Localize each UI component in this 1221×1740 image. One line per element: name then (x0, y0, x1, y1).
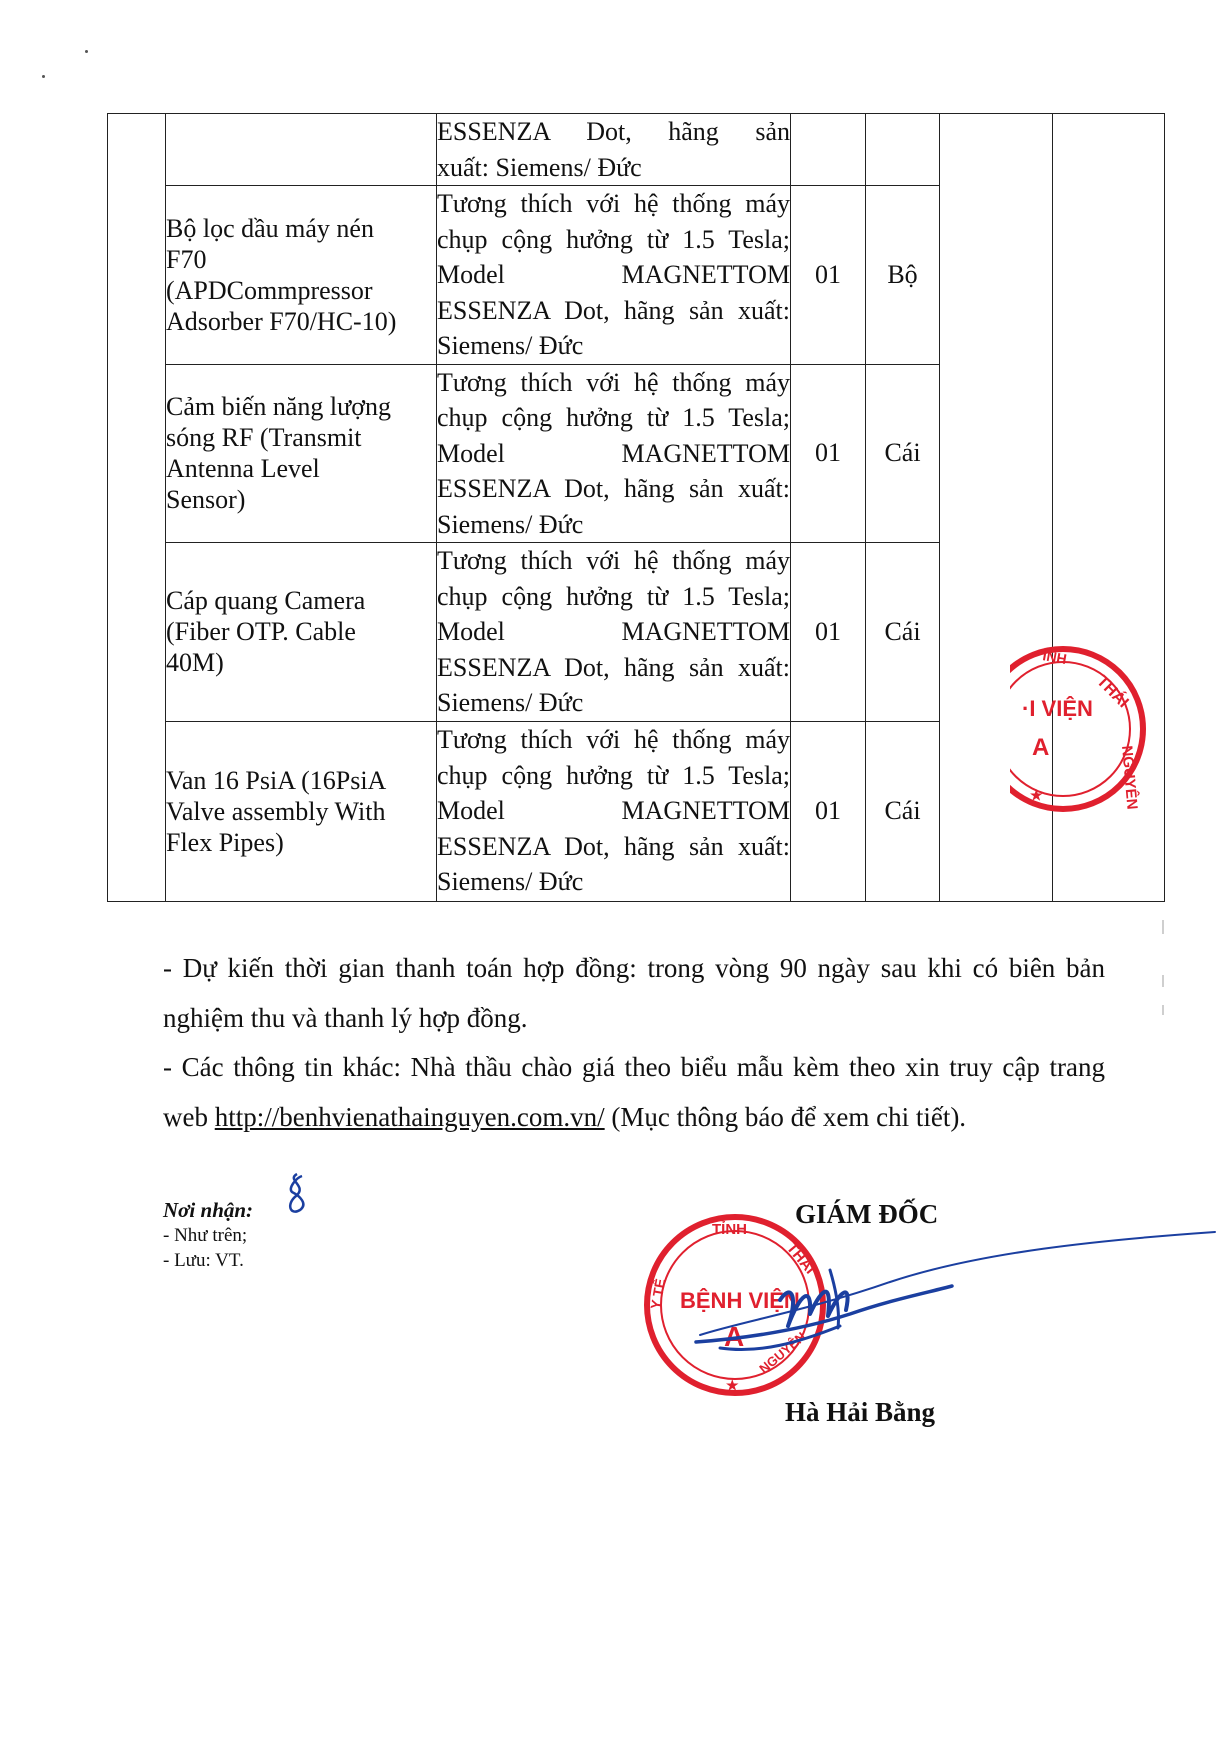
svg-text:·I VIỆN: ·I VIỆN (1022, 696, 1093, 721)
name-line: (APDCommpressor (166, 275, 373, 305)
unit-cell: Bộ (866, 186, 940, 365)
seal-right-text: THÁI (782, 1239, 819, 1278)
unit-cell: Cái (866, 364, 940, 543)
name-line: Van 16 PsiA (16PsiA (166, 765, 387, 795)
desc-line: xuất: Siemens/ Đức (437, 152, 642, 182)
recipients-block (163, 1198, 253, 1273)
qty-cell: 01 (791, 364, 866, 543)
seal-stamp-partial (1010, 630, 1221, 830)
other-info-suffix: (Mục thông báo để xem chi tiết). (604, 1101, 967, 1132)
name-line: Bộ lọc dầu máy nén (166, 213, 374, 243)
svg-text:NGUYÊN: NGUYÊN (1118, 744, 1141, 811)
seal-top-text: TỈNH (712, 1221, 747, 1238)
other-info-text: - Các thông tin khác: Nhà thầu chào giá theo biểu mẫu kèm theo xin truy cập trang web (163, 1052, 1105, 1132)
desc-cell: Tương thích với hệ thống máy chụp cộng hưởng từ 1.5 Tesla; Model MAGNETTOM ESSENZA Dot, hãng sản xuất: Siemens/ Đức (437, 186, 791, 365)
desc-cell: Tương thích với hệ thống máy chụp cộng hưởng từ 1.5 Tesla; Model MAGNETTOM ESSENZA Dot, hãng sản xuất: Siemens/ Đức (437, 364, 791, 543)
name-cell (166, 186, 437, 365)
name-line: Adsorber F70/HC-10) (166, 306, 397, 336)
scan-edge-mark (1162, 975, 1164, 987)
scan-speck (85, 50, 88, 53)
name-line: Sensor) (166, 485, 246, 515)
name-cell (166, 543, 437, 722)
qty-cell: 01 (791, 543, 866, 722)
qty-cell: 01 (791, 721, 866, 901)
seal-center-letter: A (724, 1321, 745, 1352)
desc-cell: Tương thích với hệ thống máy chụp cộng hưởng từ 1.5 Tesla; Model MAGNETTOM ESSENZA Dot, hãng sản xuất: Siemens/ Đức (437, 721, 791, 901)
unit-cell: Cái (866, 721, 940, 901)
table-row (108, 114, 1165, 186)
scan-edge-mark (1162, 1005, 1164, 1015)
signer-name: Hà Hải Bằng (785, 1397, 936, 1427)
qty-cell: 01 (791, 186, 866, 365)
initial-mark-icon (282, 1170, 312, 1220)
equipment-table (107, 113, 1165, 902)
name-line: sóng RF (Transmit (166, 423, 362, 453)
name-line: 40M) (166, 648, 224, 678)
seal-left-text: Y TẾ (647, 1277, 669, 1311)
scan-speck (42, 75, 45, 78)
svg-text:THÁI: THÁI (1093, 672, 1132, 712)
website-link[interactable]: http://benhvienathainguyen.com.vn/ (214, 1101, 605, 1132)
desc-cell: Tương thích với hệ thống máy chụp cộng hưởng từ 1.5 Tesla; Model MAGNETTOM ESSENZA Dot, hãng sản xuất: Siemens/ Đức (437, 543, 791, 722)
unit-cell: Cái (866, 543, 940, 722)
svg-text:A: A (1032, 734, 1050, 761)
scan-edge-mark (1162, 920, 1164, 934)
name-cell (166, 364, 437, 543)
other-info-note (163, 1043, 1105, 1142)
name-line: (Fiber OTP. Cable (166, 617, 356, 647)
stt-cell (108, 114, 166, 902)
recipient-item: - Lưu: VT. (163, 1250, 244, 1271)
recipient-item: - Như trên; (163, 1225, 248, 1246)
svg-text:ỈNH: ỈNH (1041, 647, 1069, 668)
name-cell (166, 721, 437, 901)
name-line: F70 (166, 244, 207, 274)
svg-text:★: ★ (1030, 787, 1043, 803)
director-signature (680, 1230, 1221, 1390)
desc-cell (437, 114, 791, 186)
seal-center-text: BỆNH VIỆN (680, 1288, 800, 1313)
qty-cell (791, 114, 866, 186)
director-title: GIÁM ĐỐC (795, 1199, 939, 1229)
name-line: Antenna Level (166, 454, 320, 484)
closing-notes (163, 944, 1105, 1142)
name-line: Flex Pipes) (166, 827, 284, 857)
name-line: Cáp quang Camera (166, 586, 366, 616)
svg-text:★: ★ (726, 1377, 739, 1393)
name-line: Valve assembly With (166, 796, 386, 826)
desc-line: ESSENZA Dot, hãng sản (437, 117, 790, 146)
recipients-label: Nơi nhận: (163, 1198, 254, 1222)
name-line: Cảm biến năng lượng (166, 392, 391, 422)
unit-cell (866, 114, 940, 186)
name-cell (166, 114, 437, 186)
seal-bottom-text: NGUYÊN (756, 1329, 809, 1377)
payment-note: - Dự kiến thời gian thanh toán hợp đồng: trong vòng 90 ngày sau khi có biên bản nghiệm thu và thanh lý hợp đồng. (163, 953, 1105, 1033)
